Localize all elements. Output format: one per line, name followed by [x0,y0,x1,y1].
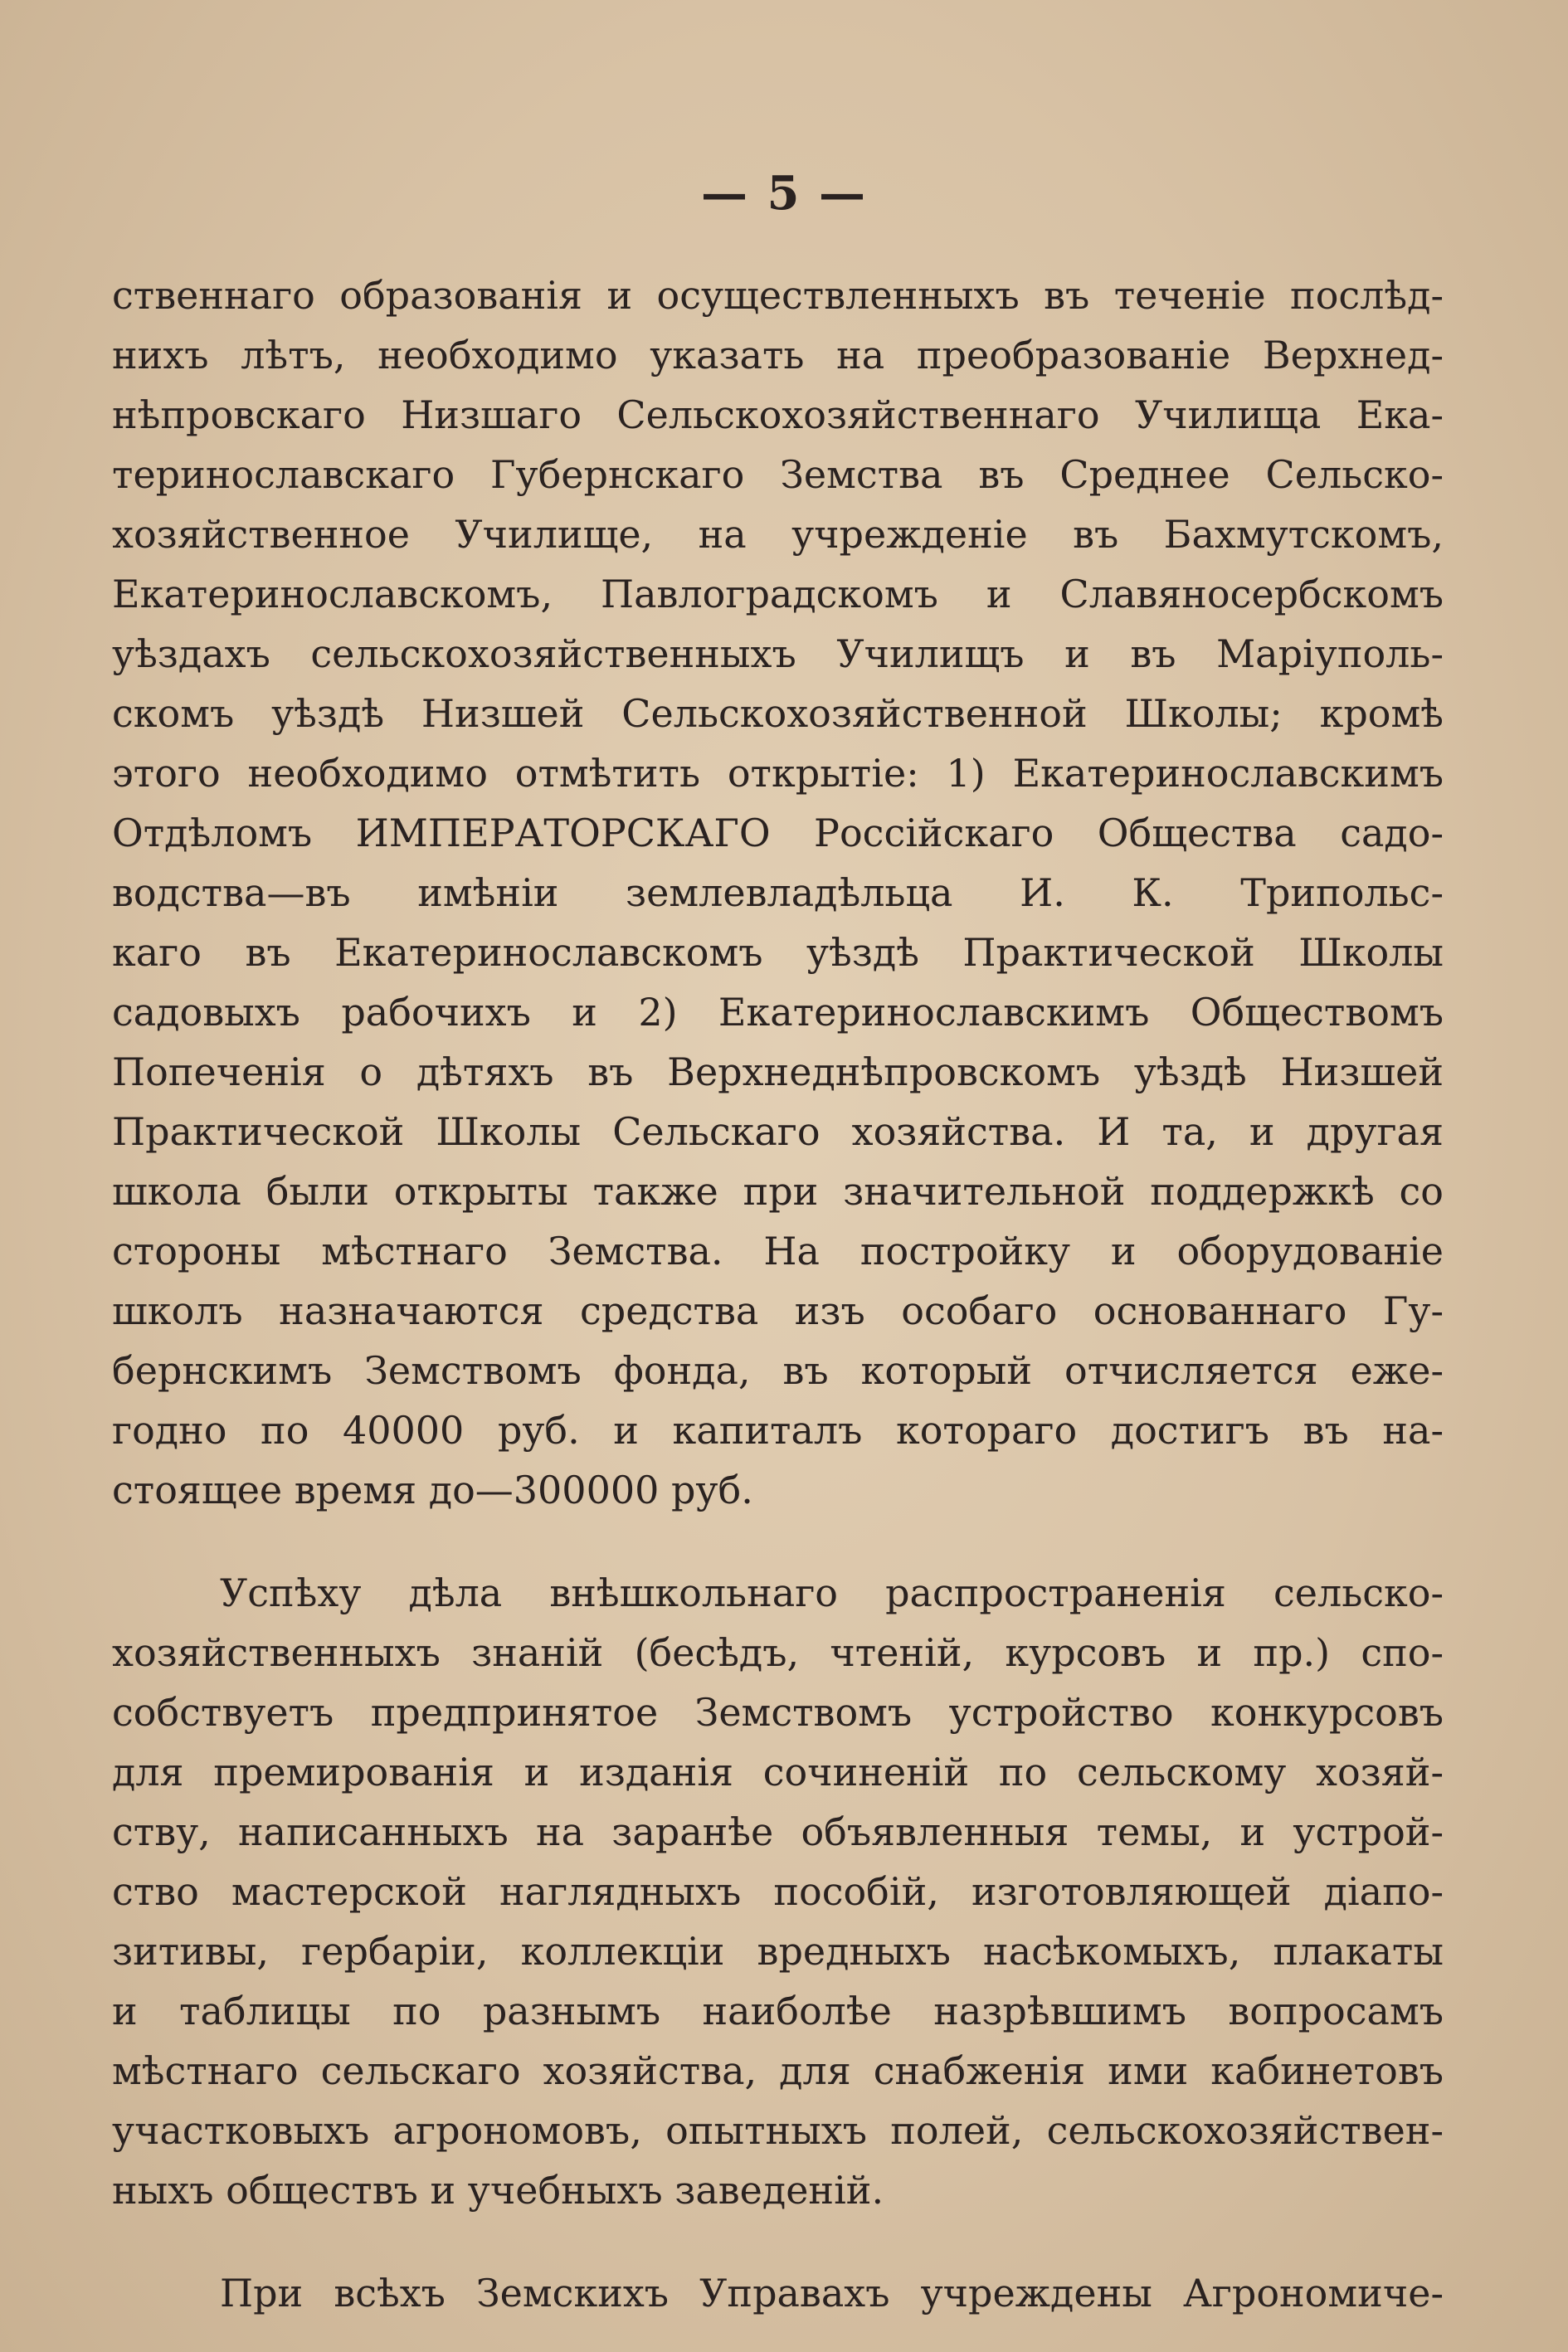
text-line: школъ назначаются средства изъ особаго основаннаго Гу- [112,1288,1444,1333]
text-line: нѣпровскаго Низшаго Сельскохозяйственнаго Училища Ека- [112,392,1444,437]
paragraph-2 [112,1563,1444,2220]
text-line: уѣздахъ сельскохозяйственныхъ Училищъ и въ Маріуполь- [112,631,1444,676]
text-line: Попеченія о дѣтяхъ въ Верхнеднѣпровскомъ уѣздѣ Низшей [112,1049,1444,1094]
text-line: собствуетъ предпринятое Земствомъ устройство конкурсовъ [112,1690,1444,1735]
text-line: стоящее время до—300000 руб. [112,1468,753,1512]
text-line: садовыхъ рабочихъ и 2) Екатеринославскимъ Обществомъ [112,990,1444,1035]
text-line: Отдѣломъ ИМПЕРАТОРСКАГО Россійскаго Общества садо- [112,811,1444,855]
text-line: хозяйственное Училище, на учрежденіе въ Бахмутскомъ, [112,512,1444,557]
text-line: зитивы, гербаріи, коллекціи вредныхъ насѣкомыхъ, плакаты [112,1929,1444,1974]
text-line: и таблицы по разнымъ наиболѣе назрѣвшимъ вопросамъ [112,1989,1444,2033]
text-line: участковыхъ агрономовъ, опытныхъ полей, сельскохозяйствен- [112,2108,1444,2153]
paragraph-spacer [112,2220,1444,2263]
text-line: водства—въ имѣніи землевладѣльца И. К. Трипольс- [112,870,1444,915]
paragraph-3 [112,2263,1444,2323]
text-line: каго въ Екатеринославскомъ уѣздѣ Практической Школы [112,930,1444,975]
text-line: Практической Школы Сельскаго хозяйства. И та, и другая [112,1109,1444,1154]
text-line: При всѣхъ Земскихъ Управахъ учреждены Агрономиче- [220,2271,1444,2315]
text-line: скомъ уѣздѣ Низшей Сельскохозяйственной Школы; кромѣ [112,691,1444,736]
text-line: ныхъ обществъ и учебныхъ заведеній. [112,2168,884,2213]
text-line: нихъ лѣтъ, необходимо указать на преобразованіе Верхнед- [112,333,1444,377]
paragraph-1 [112,265,1444,1520]
text-line: годно по 40000 руб. и капиталъ котораго достигъ въ на- [112,1408,1444,1453]
text-line: мѣстнаго сельскаго хозяйства, для снабженія ими кабинетовъ [112,2048,1444,2093]
text-line: теринославскаго Губернскаго Земства въ Среднее Сельско- [112,452,1444,497]
page-number: — 5 — [701,166,867,221]
paragraph-spacer [112,1520,1444,1563]
text-line: школа были открыты также при значительной поддержкѣ со [112,1169,1444,1214]
text-line: бернскимъ Земствомъ фонда, въ который отчисляется еже- [112,1348,1444,1393]
text-line: этого необходимо отмѣтить открытіе: 1) Екатеринославскимъ [112,751,1444,796]
text-line: стороны мѣстнаго Земства. На постройку и оборудованіе [112,1229,1444,1273]
text-line: хозяйственныхъ знаній (бесѣдъ, чтеній, курсовъ и пр.) спо- [112,1630,1444,1675]
text-line: Успѣху дѣла внѣшкольнаго распространенія сельско- [220,1570,1444,1615]
text-line: ственнаго образованія и осуществленныхъ въ теченіе послѣд- [112,273,1444,318]
text-line: для премированія и изданія сочиненій по сельскому хозяй- [112,1750,1444,1794]
text-line: ству, написанныхъ на заранѣе объявленныя темы, и устрой- [112,1809,1444,1854]
text-line: ство мастерской наглядныхъ пособій, изготовляющей діапо- [112,1869,1444,1914]
body-text [112,265,1444,2323]
text-line: Екатеринославскомъ, Павлоградскомъ и Славяносербскомъ [112,572,1444,616]
